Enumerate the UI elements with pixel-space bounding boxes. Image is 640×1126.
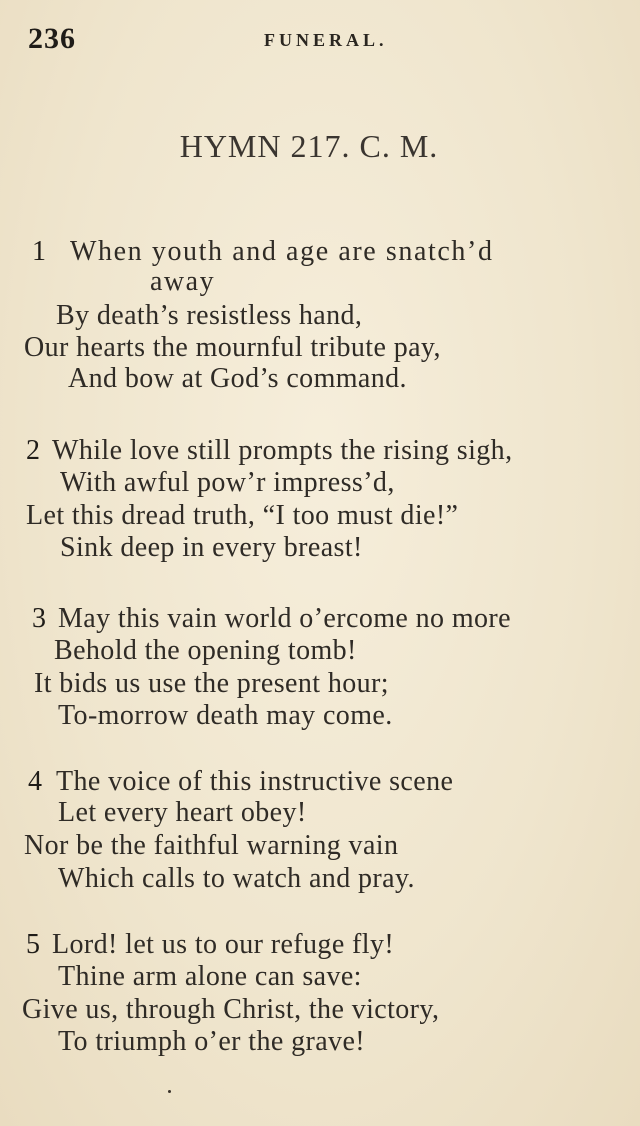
stanza-number: 5 [26, 929, 41, 960]
stanza-number: 3 [32, 603, 47, 634]
page-number: 236 [28, 22, 76, 55]
verse-line: It bids us use the present hour; [34, 668, 389, 699]
verse-line: Let this dread truth, “I too must die!” [26, 500, 459, 531]
verse-line: The voice of this instructive scene [56, 766, 454, 797]
verse-line: away [150, 266, 216, 297]
verse-line: Which calls to watch and pray. [58, 863, 415, 894]
verse-line: And bow at God’s command. [68, 363, 407, 394]
section-title: FUNERAL. [264, 30, 388, 50]
verse-line: Behold the opening tomb! [54, 635, 357, 666]
hymn-title: HYMN 217. C. M. [179, 128, 439, 164]
verse-line: Nor be the faithful warning vain [24, 830, 399, 861]
verse-line: Our hearts the mournful tribute pay, [24, 332, 441, 363]
verse-line: When youth and age are snatch’d [70, 236, 494, 267]
verse-line: Give us, through Christ, the victory, [22, 994, 440, 1025]
verse-line: To-morrow death may come. [58, 700, 393, 731]
verse-line: With awful pow’r impress’d, [60, 467, 395, 498]
verse-line: While love still prompts the rising sigh, [52, 435, 513, 466]
running-head [24, 22, 616, 58]
verse-line: Thine arm alone can save: [58, 961, 362, 992]
verse-line: To triumph o’er the grave! [58, 1026, 365, 1057]
stanza-number: 2 [26, 435, 41, 466]
verse-line: Let every heart obey! [58, 797, 307, 828]
stanza-number: 1 [32, 236, 47, 267]
ink-speck [168, 1090, 171, 1093]
verse-line: By death’s resistless hand, [56, 300, 363, 331]
verse-line: Lord! let us to our refuge fly! [52, 929, 395, 960]
verse-line: May this vain world o’ercome no more [58, 603, 511, 634]
stanza-number: 4 [28, 766, 43, 797]
verse-line: Sink deep in every breast! [60, 532, 363, 563]
